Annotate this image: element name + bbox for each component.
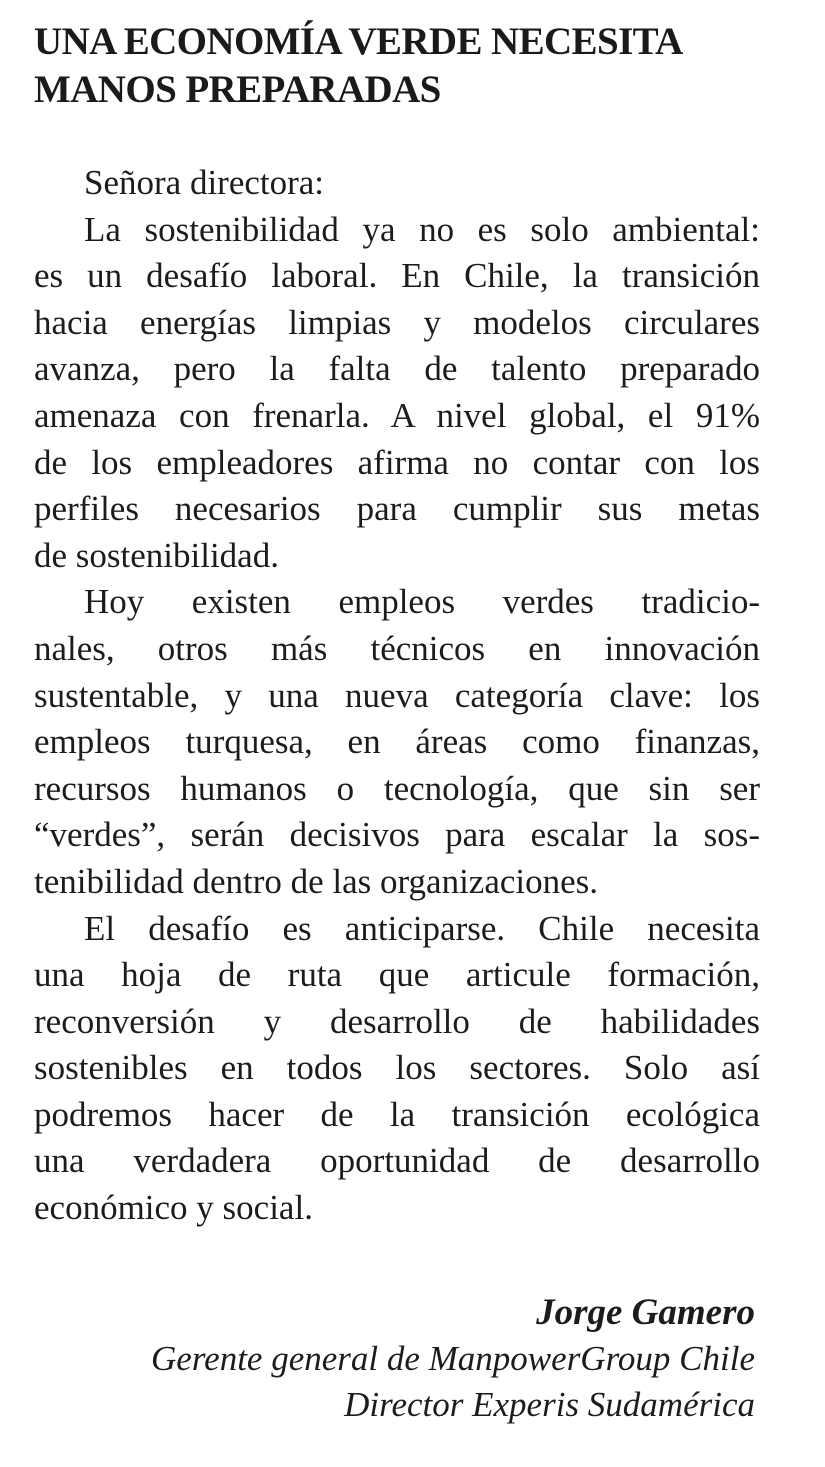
body-line: Hoy existen empleos verdes tradicio- — [84, 582, 760, 622]
body-line: sustentable, y una nueva categoría clave: los — [34, 675, 760, 715]
body-line: reconversión y desarrollo de habilidades — [34, 1001, 760, 1041]
body-line: empleos turquesa, en áreas como finanzas, — [34, 722, 760, 762]
body-line: tenibilidad dentro de las organizaciones. — [34, 861, 599, 901]
body-line: es un desafío laboral. En Chile, la transición — [34, 256, 760, 296]
body-line: recursos humanos o tecnología, que sin ser — [34, 768, 760, 808]
author-name: Jorge Gamero — [536, 1292, 755, 1333]
body-line: sostenibles en todos los sectores. Solo así — [34, 1048, 760, 1088]
author-title: Gerente general de ManpowerGroup Chile — [151, 1339, 755, 1378]
body-line: perfiles necesarios para cumplir sus metas — [34, 489, 760, 529]
body-line: podremos hacer de la transición ecológica — [34, 1094, 760, 1134]
body-line: de los empleadores afirma no contar con los — [34, 442, 760, 482]
body-line: amenaza con frenarla. A nivel global, el 91% — [34, 395, 760, 435]
signature-block — [151, 1290, 755, 1428]
body-line: económico y social. — [34, 1188, 313, 1228]
salutation: Señora directora: — [84, 163, 325, 202]
body-line: de sostenibilidad. — [34, 535, 279, 575]
body-line: hacia energías limpias y modelos circulares — [34, 302, 760, 342]
body-line: una verdadera oportunidad de desarrollo — [34, 1141, 760, 1181]
body-line: nales, otros más técnicos en innovación — [34, 628, 760, 668]
headline-line-1: UNA ECONOMÍA VERDE NECESITA — [34, 20, 683, 63]
body-line: una hoja de ruta que articule formación, — [34, 955, 760, 995]
headline-line-2: MANOS PREPARADAS — [34, 68, 441, 111]
body-line: “verdes”, serán decisivos para escalar la sos- — [34, 815, 760, 855]
author-title-secondary: Director Experis Sudamérica — [344, 1385, 755, 1424]
letter-body — [34, 160, 760, 1232]
body-line: El desafío es anticiparse. Chile necesita — [84, 908, 760, 948]
headline — [34, 18, 794, 114]
body-line: avanza, pero la falta de talento preparado — [34, 349, 760, 389]
body-line: La sostenibilidad ya no es solo ambiental: — [84, 209, 760, 249]
